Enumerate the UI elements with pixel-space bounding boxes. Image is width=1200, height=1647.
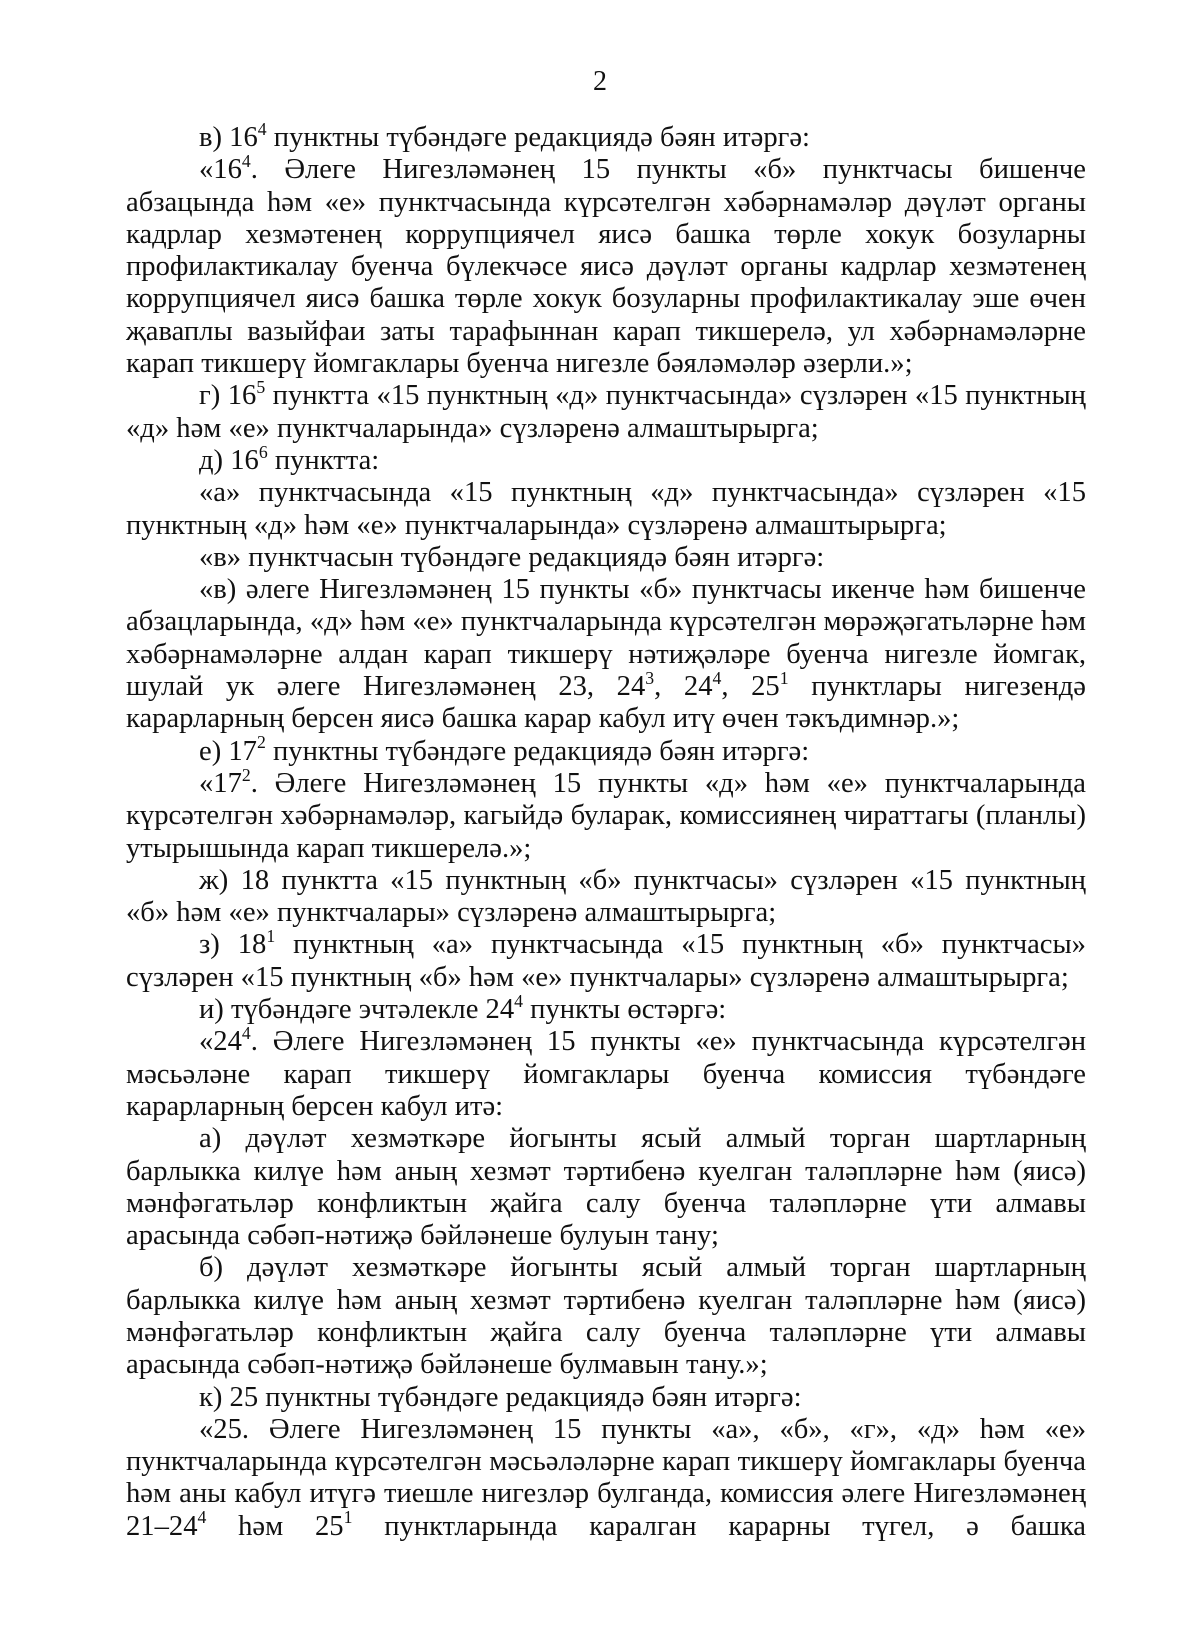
superscript: 6 <box>258 441 268 462</box>
paragraph-decision-b <box>126 1252 1086 1381</box>
text-run: пунктта: <box>267 444 380 476</box>
text-run: . Әлеге Нигезләмәнең 15 пункты «б» пунктчасы бишенче абзацында һәм «е» пунктчасында күрсәтелгән хәбәрнамәләр дәүләт органы кадрлар хезмәтенең коррупциячел яисә башка төрле хокук бозуларны профилактикалау буенча бүлекчәсе яисә дәүләт органы кадрлар хезмәтенең коррупциячел яисә башка төрле хокук бозуларны профилактикалау эше өчен җаваплы вазыйфаи заты тарафыннан карап тикшерелә, ул хәбәрнамәләрне карап тикшерү йомгаклары буенча нигезле бәяләмәләр әзерли.»; <box>126 154 1086 380</box>
text-run: «а» пунктчасында «15 пунктның «д» пунктчасында» сүзләрен «15 пунктның «д» һәм «е» пунктчаларында» сүзләренә алмаштырырга; <box>126 477 1086 541</box>
paragraph-clause-24-4 <box>126 1022 1086 1123</box>
superscript: 4 <box>197 1507 207 1528</box>
text-run: пунктта «15 пунктның «д» пунктчасында» сүзләрен «15 пунктның «д» һәм «е» пунктчаларында» сүзләренә алмаштырырга; <box>126 380 1086 444</box>
text-run: , 25 <box>721 671 780 703</box>
text-run: е) 17 <box>199 735 257 767</box>
paragraph-clause-16-4 <box>126 150 1086 380</box>
text-run: ж) 18 пунктта «15 пунктның «б» пунктчасы» сүзләрен «15 пунктның «б» һәм «е» пунктчалары» сүзләренә алмаштырырга; <box>126 864 1086 929</box>
text-run: д) 16 <box>199 444 259 476</box>
paragraph-subitem-v <box>126 542 1086 574</box>
text-run: пункты өстәргә: <box>523 994 727 1026</box>
document-body <box>126 118 1086 1543</box>
text-run: . Әлеге Нигезләмәнең 15 пункты «е» пунктчасында күрсәтелгән мәсьәләне карап тикшерү йомгаклары буенча комиссия түбәндәге карарларның берсен кабул итә: <box>126 1026 1086 1122</box>
superscript: 2 <box>241 764 251 785</box>
superscript: 1 <box>343 1507 353 1528</box>
paragraph-item-k <box>126 1382 1086 1414</box>
text-run: , 24 <box>654 671 713 703</box>
page-number: 2 <box>593 66 607 97</box>
text-run: пунктны түбәндәге редакциядә бәян итәргә: <box>265 735 810 767</box>
superscript: 3 <box>645 667 655 688</box>
superscript: 4 <box>514 990 523 1011</box>
text-run: и) түбәндәге эчтәлекле 24 <box>199 994 515 1026</box>
text-run: г) 16 <box>199 380 257 412</box>
text-run: пунктның «а» пунктчасында «15 пунктның «б» пунктчасы» сүзләрен «15 пунктның «б» һәм «е» пунктчалары» сүзләренә алмаштырырга; <box>126 929 1086 993</box>
paragraph-clause-v <box>126 574 1086 735</box>
paragraph-clause-17-2 <box>126 764 1086 865</box>
paragraph-item-d <box>126 441 1086 477</box>
paragraph-clause-25 <box>126 1414 1086 1543</box>
superscript: 4 <box>241 150 251 171</box>
text-run: пунктлары нигезендә карарларның берсен яисә башка карар кабул итү өчен тәкъдимнәр.»; <box>126 671 1086 735</box>
paragraph-item-zh <box>126 865 1086 930</box>
text-run: в) 16 <box>199 122 258 153</box>
text-run: б) дәүләт хезмәткәре йогынты ясый алмый торган шартларның барлыкка килүе һәм аның хезмәт тәртибенә куелган таләпләрне һәм (яисә) мәнфәгатьләр конфликтын җайга салу буенча таләпләрне үти алмавы арасында сәбәп-нәтиҗә бәйләнеше булмавын тану.»; <box>126 1252 1086 1381</box>
text-run: «в» пунктчасын түбәндәге редакциядә бәян итәргә: <box>199 541 825 573</box>
text-run: з) 18 <box>199 929 267 961</box>
text-run: «17 <box>199 767 242 799</box>
paragraph-item-e <box>126 732 1086 768</box>
paragraph-item-z <box>126 926 1086 994</box>
superscript: 1 <box>779 667 789 688</box>
text-run: к) 25 пунктны түбәндәге редакциядә бәян итәргә: <box>199 1381 802 1413</box>
paragraph-subitem-a <box>126 477 1086 542</box>
text-run: һәм 25 <box>206 1510 344 1542</box>
superscript: 4 <box>241 1022 251 1043</box>
paragraph-decision-a <box>126 1123 1086 1252</box>
paragraph-item-i <box>126 990 1086 1026</box>
paragraph-item-v <box>126 118 1086 154</box>
text-run: «25. Әлеге Нигезләмәнең 15 пункты «а», «б», «г», «д» һәм «е» пунктчаларында күрсәтелгән мәсьәләләрне карап тикшерү йомгаклары буенча һәм аны кабул итүгә тиешле нигезләр булганда, комиссия әлеге Нигезләмәнең 21–24 <box>126 1413 1086 1542</box>
text-run: пунктны түбәндәге редакциядә бәян итәргә: <box>266 122 810 153</box>
superscript: 1 <box>266 926 276 947</box>
text-run: а) дәүләт хезмәткәре йогынты ясый алмый торган шартларның барлыкка килүе һәм аның хезмәт тәртибенә куелган таләпләрне һәм (яисә) мәнфәгатьләр конфликтын җайга салу буенча таләпләрне үти алмавы арасында сәбәп-нәтиҗә бәйләнеше булуын тану; <box>126 1123 1086 1252</box>
superscript: 2 <box>256 732 266 753</box>
paragraph-item-g <box>126 376 1086 445</box>
text-run: «в) әлеге Нигезләмәнең 15 пункты «б» пунктчасы икенче һәм бишенче абзацларында, «д» һәм «е» пунктчаларында күрсәтелгән мөрәҗәгатьләрне һәм хәбәрнамәләрне алдан карап тикшерү нәтиҗәләре буенча нигезле йомгак, шулай ук әлеге Нигезләмәнең 23, 24 <box>126 574 1086 703</box>
text-run: пунктларында каралган карарны түгел, ә башка <box>352 1510 1086 1542</box>
text-run: «24 <box>199 1026 242 1058</box>
superscript: 4 <box>712 667 722 688</box>
text-run: . Әлеге Нигезләмәнең 15 пункты «д» һәм «е» пунктчаларында күрсәтелгән хәбәрнамәләр, кагыйдә буларак, комиссиянең чираттагы (планлы) утырышында карап тикшерелә.»; <box>126 767 1086 864</box>
superscript: 4 <box>257 118 267 139</box>
text-run: «16 <box>199 154 242 186</box>
superscript: 5 <box>256 376 266 397</box>
